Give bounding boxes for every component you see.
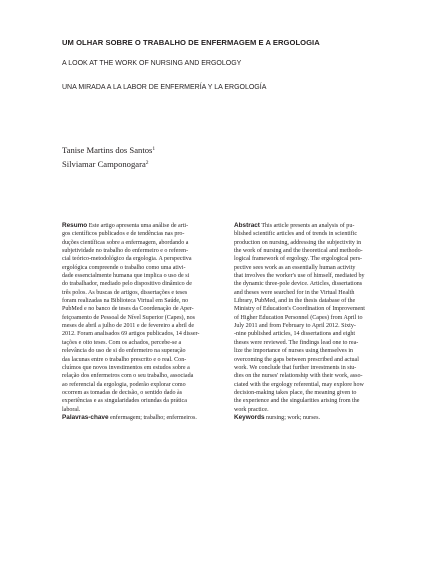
resumo-line-text: tações e oito teses. Com os achados, percebe-se a [62,339,182,346]
resumo-line-text: duções científicas sobre a enfermagem, abordando a [62,239,189,246]
author-name: Tanise Martins dos Santos [62,145,153,155]
abstract-text-line [234,397,396,405]
resumo-line-text: meses de abril a julho de 2011 e de fevereiro a abril de [62,323,195,330]
author-list [62,143,155,171]
abstract-text-line [234,364,396,372]
resumo-column [62,222,224,422]
abstract-text-line [234,305,396,313]
resumo-text-line [62,289,224,297]
abstract-line-text: theses were reviewed. The findings lead one to rea- [234,339,359,346]
abstract-text-line [234,264,396,272]
resumo-line-text: das lacunas entre o trabalho prescrito e o real. Con- [62,356,187,363]
resumo-line-text: feiçoamento de Pessoal de Nível Superior (Capes), nos [62,314,195,321]
resumo-text-line [62,222,224,230]
abstract-text-line [234,222,396,230]
abstract-line-text: -nine published articles, 14 dissertations and eight [234,331,356,338]
abstract-text-line [234,239,396,247]
abstract-line-text: blished scientific articles and of trends in scientific [234,231,358,238]
abstract-line-text: dies on the nurses' relationship with their work, asso- [234,373,363,380]
abstract-line-text: logical framework of ergology. The ergological pers- [234,256,363,263]
abstract-line-text: work. We conclude that further investments in stu- [234,364,357,371]
resumo-line-text: gos científicos publicados e de tendências nas pro- [62,231,185,238]
abstract-line-text: decision-making takes place, the meaning given to [234,389,357,396]
resumo-line-text: relevância do uso de si do enfermeiro na superação [62,348,186,355]
abstract-line-text: of Higher Education Personnel (Capes) from April to [234,314,363,321]
resumo-text-line [62,356,224,364]
abstract-line-text: and theses were searched for in the Virtual Health [234,289,355,296]
abstract-text-line [234,230,396,238]
abstract-text-line [234,381,396,389]
abstract-line-text: ciated with the ergology referential, may explore how [234,381,364,388]
resumo-line-text: ao referencial da ergologia, poderão explorar como [62,381,186,388]
abstract-text-line [234,289,396,297]
resumo-keywords-heading: Palavras-chave [62,413,109,421]
author-entry [62,157,155,171]
resumo-text-line [62,381,224,389]
resumo-line-text: três polos. As buscas de artigos, dissertações e teses [62,289,188,296]
abstract-text-line [234,389,396,397]
resumo-text-line [62,330,224,338]
resumo-text-line [62,347,224,355]
resumo-heading: Resumo [62,222,88,229]
resumo-text-line [62,397,224,405]
resumo-text-line [62,322,224,330]
resumo-text-line [62,255,224,263]
title-portuguese: UM OLHAR SOBRE O TRABALHO DE ENFERMAGEM E A ERGOLOGIA [62,38,320,47]
resumo-line-text: Este artigo apresenta uma análise de arti- [87,223,189,229]
abstract-text-line [234,297,396,305]
abstract-line-text: overcoming the gaps between prescribed and actual [234,356,359,363]
resumo-text-line [62,305,224,313]
abstract-text-line [234,280,396,288]
abstract-text-line [234,356,396,364]
resumo-text-line [62,389,224,397]
abstract-line-text: that involves the worker's use of himself, mediated by [234,273,365,280]
resumo-line-text: foram realizadas na Biblioteca Virtual em Saúde, no [62,298,189,305]
resumo-line-text: laboral. [62,406,81,413]
resumo-line-text: subjetividade no trabalho do enfermeiro e o referen- [62,248,189,255]
resumo-keywords-text: enfermagem; trabalho; enfermeiros. [108,414,197,421]
resumo-text-line [62,280,224,288]
abstract-text-line [234,372,396,380]
resumo-keywords [62,414,224,422]
abstract-line-text: lize the importance of nurses using themselves in [234,348,354,355]
resumo-line-text: ergológica compreende o trabalho como uma ativi- [62,264,186,271]
author-name: Silviamar Camponogara [62,159,146,169]
abstract-line-text: the dynamic three-pole device. Articles, dissertations [234,281,363,288]
abstract-text-line [234,330,396,338]
abstract-column [234,222,396,422]
abstract-keywords-text: nursing; work; nurses. [264,414,320,421]
author-entry [62,143,155,157]
resumo-text-line [62,406,224,414]
abstract-keywords [234,414,396,422]
abstract-heading: Abstract [234,222,260,229]
resumo-text-line [62,339,224,347]
resumo-text-line [62,230,224,238]
resumo-line-text: cial teórico-metodológico da ergologia. A perspectiva [62,256,192,263]
abstract-text-line [234,247,396,255]
resumo-line-text: experiências e as singularidades oriundas da prática [62,398,187,405]
abstract-keywords-heading: Keywords [234,413,265,421]
resumo-text-line [62,297,224,305]
abstract-line-text: Ministry of Education's Coordination of Improvement [234,306,365,313]
resumo-text-line [62,264,224,272]
abstract-line-text: work practice. [234,406,269,413]
resumo-text-line [62,314,224,322]
abstract-text-line [234,314,396,322]
abstract-text-line [234,272,396,280]
resumo-text-line [62,364,224,372]
resumo-line-text: ocorrem as tomadas de decisão, o sentido dado às [62,389,183,396]
title-spanish: UNA MIRADA A LA LABOR DE ENFERMERÍA Y LA ERGOLOGÍA [62,84,267,91]
resumo-line-text: do trabalhador, mediado pelo dispositivo dinâmico de [62,281,192,288]
resumo-text-line [62,239,224,247]
resumo-line-text: cluímos que novos investimentos em estudos sobre a [62,364,190,371]
abstract-text-line [234,347,396,355]
abstract-line-text: production on nursing, addressing the subjectivity in [234,239,362,246]
abstract-text-line [234,406,396,414]
abstract-line-text: July 2011 and from February to April 2012. Sixty- [234,323,356,330]
abstract-text-line [234,339,396,347]
abstract-line-text: the experience and the singularities arising from the [234,398,360,405]
abstract-line-text: pective sees work as an essentially human activity [234,264,356,271]
abstract-line-text: This article presents an analysis of pu- [259,223,355,229]
abstract-line-text: the work of nursing and the theoretical and methodo- [234,248,363,255]
author-affiliation-mark: 2 [145,160,149,166]
abstract-text-line [234,255,396,263]
abstract-line-text: Library, PubMed, and in the thesis database of the [234,298,356,305]
resumo-line-text: dade essencialmente humana que implica o uso de si [62,273,190,280]
title-english: A LOOK AT THE WORK OF NURSING AND ERGOLOGY [62,60,242,67]
resumo-line-text: relação dos enfermeiros com o seu trabalho, associada [62,373,194,380]
abstract-text-line [234,322,396,330]
resumo-text-line [62,247,224,255]
author-affiliation-mark: 1 [152,146,156,152]
resumo-text-line [62,372,224,380]
resumo-text-line [62,272,224,280]
resumo-line-text: PubMed e no banco de teses da Coordenação de Aper- [62,306,194,313]
resumo-line-text: 2012. Foram analisados 69 artigos publicados, 14 disser- [62,331,200,338]
